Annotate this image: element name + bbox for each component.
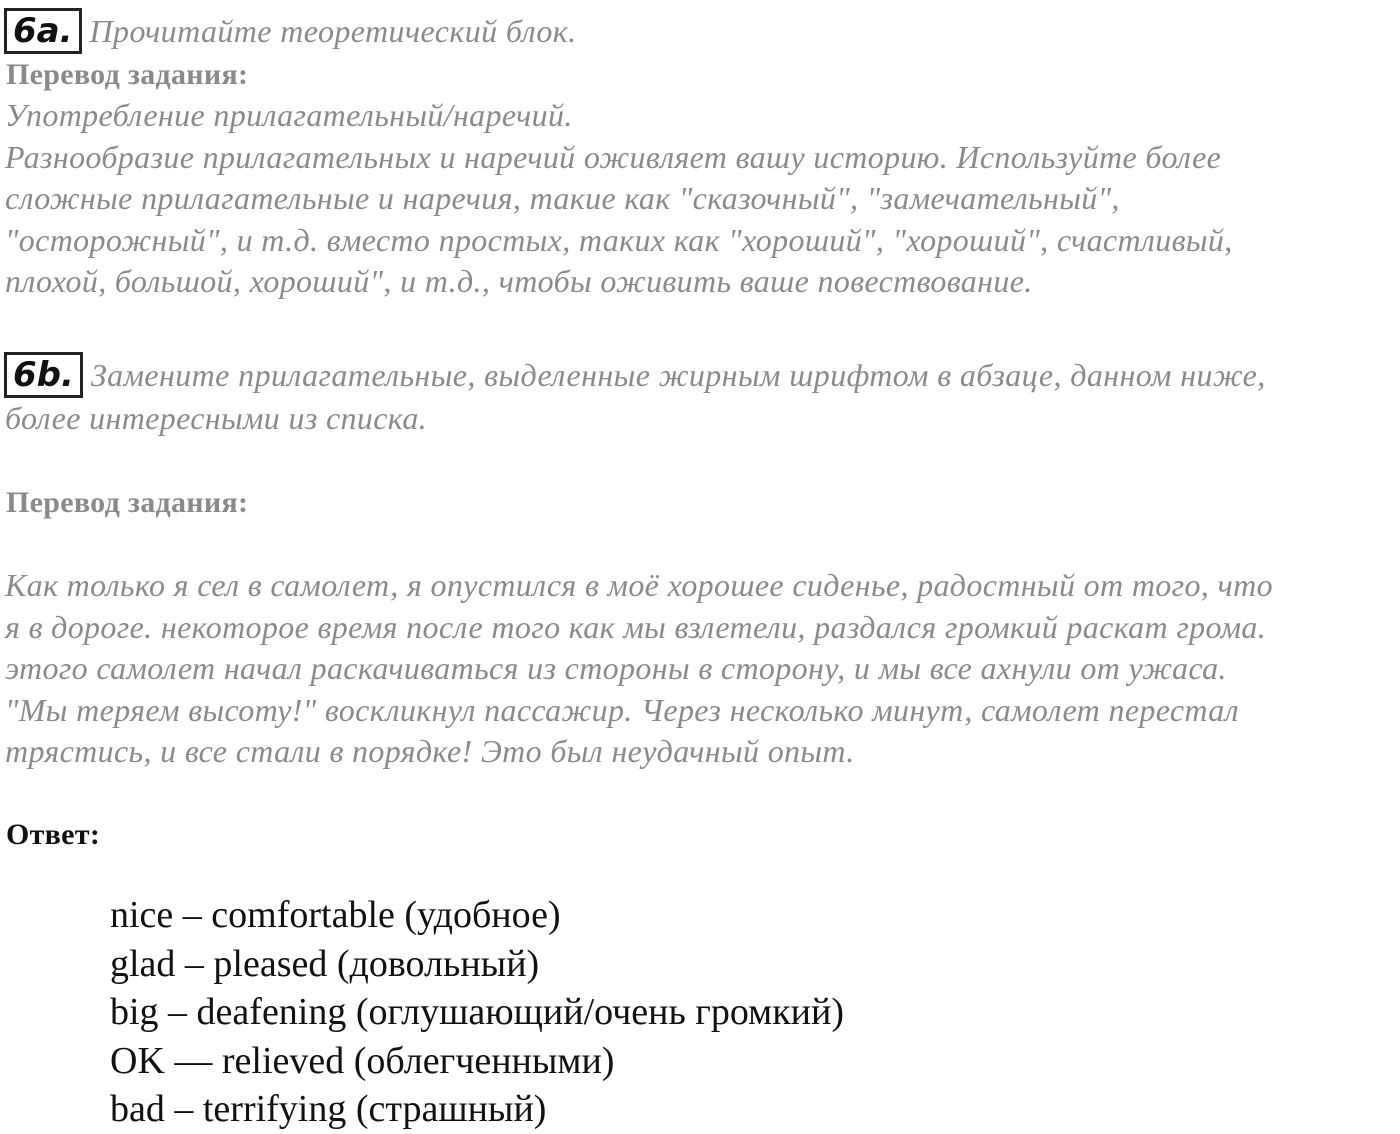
answer-item: glad – pleased (довольный)	[110, 942, 540, 985]
task-6a-line: плохой, большой, хороший", и т.д., чтобы оживить ваше повествование.	[5, 263, 1033, 299]
task-6b-line: трястись, и все стали в порядке! Это был неудачный опыт.	[5, 733, 855, 769]
answer-item: big – deafening (оглушающий/очень громкий)	[110, 991, 845, 1033]
task-6b-instruction: Замените прилагательные, выделенные жирным шрифтом в абзаце, данном ниже,	[90, 356, 1266, 393]
task-6b-instruction-continued	[5, 398, 1397, 440]
answer-item: OK — relieved (облегченными)	[110, 1039, 615, 1082]
task-6a-translation-label: Перевод задания:	[6, 58, 249, 91]
task-6b-line: "Мы теряем высоту!" воскликнул пассажир. Через несколько минут, самолет перестал	[5, 691, 1239, 728]
task-6a-badge: 6a.	[4, 8, 82, 54]
task-6b-line: я в дороге. некоторое время после того как мы взлетели, раздался громкий раскат грома.	[5, 608, 1267, 645]
task-6a-instruction: Прочитайте теоретический блок.	[89, 12, 577, 49]
task-6b-line: Как только я сел в самолет, я опустился в моё хорошее сиденье, радостный от того, что	[5, 567, 1273, 603]
answer-list	[110, 891, 844, 1134]
task-6a-line: Употребление прилагательный/наречий.	[5, 97, 573, 133]
task-6a-line: сложные прилагательные и наречия, такие как "сказочный", "замечательный",	[5, 180, 1120, 216]
task-6b-header	[4, 352, 1266, 398]
task-6b-badge: 6b.	[4, 352, 83, 398]
task-6a-line: Разнообразие прилагательных и наречий оживляет вашу историю. Используйте более	[5, 138, 1222, 175]
task-6a-translation-text	[5, 95, 1397, 303]
task-6b-instruction-line: более интересными из списка.	[5, 400, 428, 436]
answer-item: bad – terrifying (страшный)	[110, 1088, 547, 1130]
task-6b-translation-text	[5, 565, 1397, 773]
task-6b-translation-label: Перевод задания:	[6, 486, 249, 519]
answer-item: nice – comfortable (удобное)	[110, 894, 561, 936]
task-6b-line: этого самолет начал раскачиваться из стороны в сторону, и мы все ахнули от ужаса.	[5, 650, 1227, 686]
task-6a-header	[4, 8, 577, 54]
task-6a-line: "осторожный", и т.д. вместо простых, таких как "хороший", "хороший", счастливый,	[5, 221, 1233, 258]
answer-label: Ответ:	[6, 818, 101, 851]
